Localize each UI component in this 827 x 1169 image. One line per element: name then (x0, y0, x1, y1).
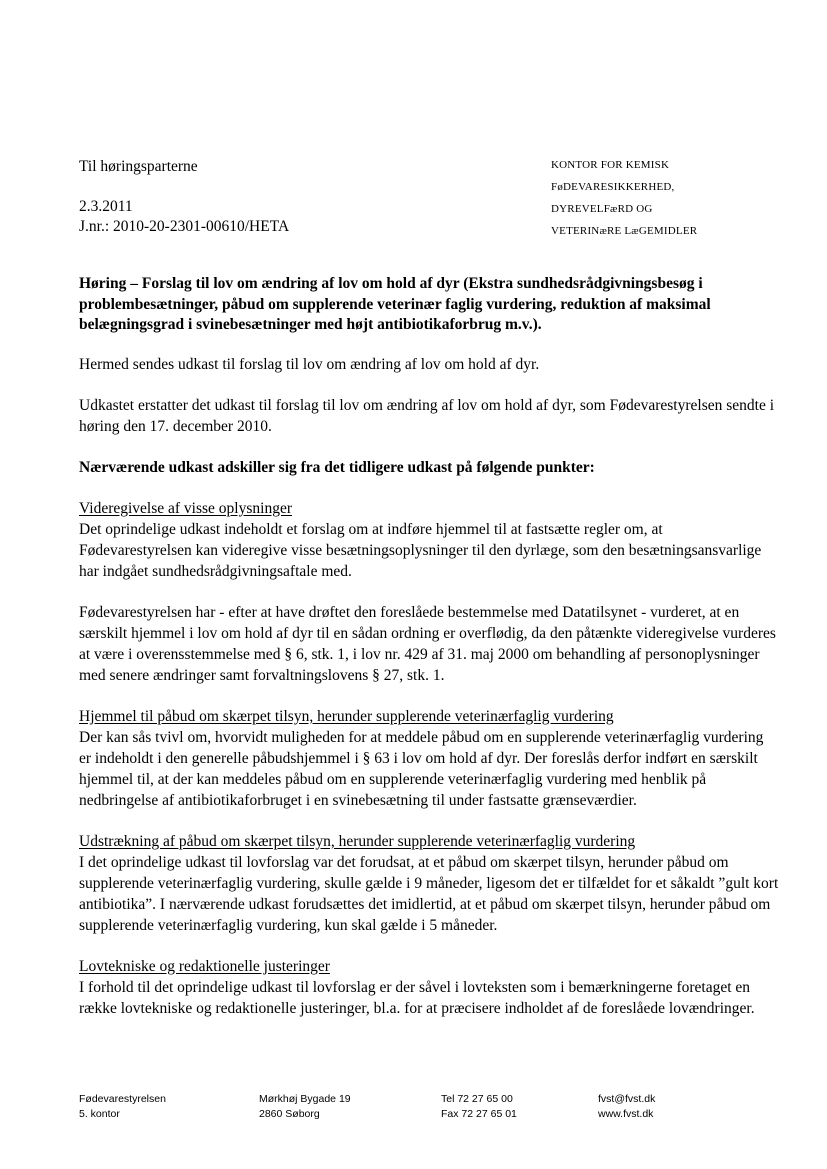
section-heading-2: Hjemmel til påbud om skærpet tilsyn, herunder supplerende veterinærfaglig vurdering (79, 707, 614, 725)
footer-org-name: Fødevarestyrelsen (79, 1093, 166, 1105)
footer-address (259, 1092, 351, 1122)
footer-city: 2860 Søborg (259, 1108, 320, 1120)
letter-title: Høring – Forslag til lov om ændring af lov om hold af dyr (Ekstra sundhedsrådgivningsbesøg i problembesætninger, påbud om supplerende veterinær faglig vurdering, reduktion af maksimal belægningsgrad i svinebesætninger med højt antibiotikaforbrug m.v.). (79, 275, 711, 333)
footer-department: 5. kontor (79, 1108, 120, 1120)
points-heading: Nærværende udkast adskiller sig fra det tidligere udkast på følgende punkter: (79, 458, 595, 476)
office-block (551, 154, 697, 242)
letter-body (79, 274, 779, 1019)
section-heading-3: Udstrækning af påbud om skærpet tilsyn, herunder supplerende veterinærfaglig vurdering (79, 832, 636, 850)
section-1-paragraph-1: Det oprindelige udkast indeholdt et forslag om at indføre hjemmel til at fastsætte regler om, at Fødevarestyrelsen kan videregive visse besætningsoplysninger til den dyrlæge, som den besætningsansvarlige har indgået sundhedsrådgivningsaftale med. (79, 520, 762, 580)
recipient: Til høringsparterne (79, 158, 198, 175)
office-line-2: FøDEVARESIKKERHED, (551, 181, 675, 193)
journal-number: J.nr.: 2010-20-2301-00610/HETA (79, 218, 290, 235)
footer-phone (441, 1092, 517, 1122)
footer-contact (598, 1092, 655, 1122)
footer-email[interactable]: fvst@fvst.dk (598, 1093, 656, 1105)
section-2-paragraph-1: Der kan sås tvivl om, hvorvidt muligheden for at meddele påbud om en supplerende veterinærfaglig vurdering er indeholdt i den generelle påbudshjemmel i § 63 i lov om hold af dyr. Der foreslås derfor indført en særskilt hjemmel til, at der kan meddeles påbud om en supplerende veterinærfaglig vurdering med henblik på nedbringelse af antibiotikaforbruget i en svinebesætning til under fastsatte grænseværdier. (79, 728, 764, 809)
address-block (79, 157, 289, 237)
section-3-paragraph-1: I det oprindelige udkast til lovforslag var det forudsat, at et påbud om skærpet tilsyn, herunder påbud om supplerende veterinærfaglig vurdering, skulle gælde i 9 måneder, ligesom det er tilfældet for et såkaldt ”gult kort antibiotika”. I nærværende udkast forudsættes det imidlertid, at et påbud om skærpet tilsyn, herunder påbud om supplerende veterinærfaglig vurdering, kun skal gælde i 5 måneder. (79, 853, 779, 934)
footer-organization (79, 1092, 166, 1122)
footer-fax: Fax 72 27 65 01 (441, 1108, 517, 1120)
office-line-1: KONTOR FOR KEMISK (551, 159, 670, 171)
office-line-4: VETERINæRE LæGEMIDLER (551, 225, 698, 237)
section-4-paragraph-1: I forhold til det oprindelige udkast til lovforslag er der såvel i lovteksten som i bemærkningerne foretaget en række lovtekniske og redaktionelle justeringer, bl.a. for at præcisere indholdet af de foreslåede lovændringer. (79, 978, 755, 1017)
section-1-paragraph-2: Fødevarestyrelsen har - efter at have drøftet den foreslåede bestemmelse med Datatilsynet - vurderet, at en særskilt hjemmel i lov om hold af dyr til en sådan ordning er overflødig, da den påtænkte videregivelse vurderes at være i overensstemmelse med § 6, stk. 1, i lov nr. 429 af 31. maj 2000 om behandling af personoplysninger med senere ændringer samt forvaltningslovens § 27, stk. 1. (79, 603, 776, 684)
footer-street: Mørkhøj Bygade 19 (259, 1093, 351, 1105)
intro-paragraph-1: Hermed sendes udkast til forslag til lov om ændring af lov om hold af dyr. (79, 355, 540, 373)
section-heading-1: Videregivelse af visse oplysninger (79, 499, 292, 517)
date: 2.3.2011 (79, 198, 133, 215)
footer-website[interactable]: www.fvst.dk (598, 1108, 654, 1120)
office-line-3: DYREVELFæRD OG (551, 203, 653, 215)
section-heading-4: Lovtekniske og redaktionelle justeringer (79, 957, 330, 975)
intro-paragraph-2: Udkastet erstatter det udkast til forslag til lov om ændring af lov om hold af dyr, som Fødevarestyrelsen sendte i høring den 17. december 2010. (79, 396, 775, 435)
footer-tel: Tel 72 27 65 00 (441, 1093, 513, 1105)
